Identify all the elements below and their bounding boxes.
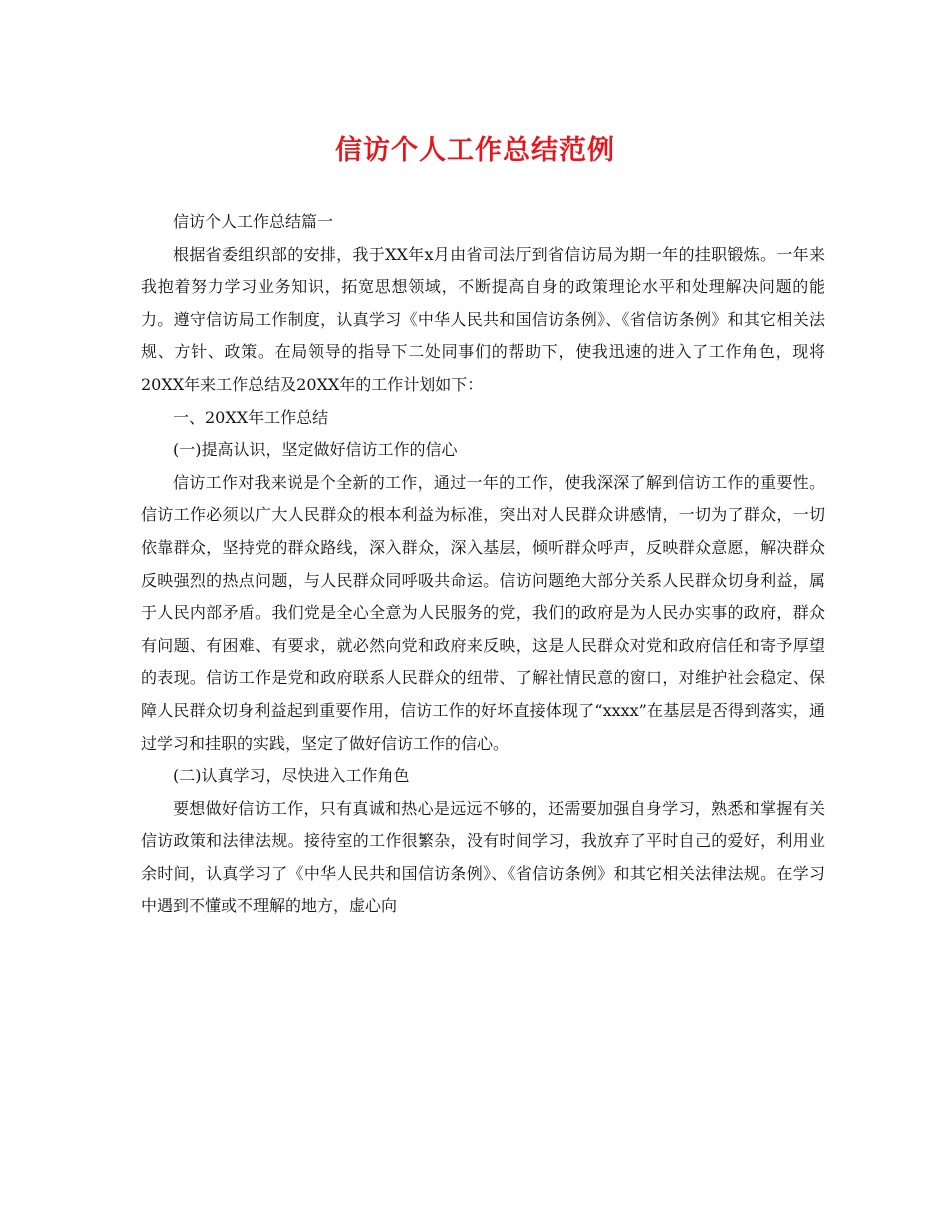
body-paragraph: 根据省委组织部的安排，我于XX年x月由省司法厅到省信访局为期一年的挂职锻炼。一年来我抱着努力学习业务知识，拓宽思想领域，不断提高自身的政策理论水平和处理解决问题的能力。遵守信访局工作制度，认真学习《中华人民共和国信访条例》、《省信访条例》和其它相关法规、方针、政策。在局领导的指导下二处同事们的帮助下，使我迅速的进入了工作角色，现将20XX年来工作总结及20XX年的工作计划如下：: [141, 244, 825, 394]
section-heading: 信访个人工作总结篇一: [173, 212, 334, 231]
body-paragraph: 信访工作对我来说是个全新的工作，通过一年的工作，使我深深了解到信访工作的重要性。信访工作必须以广大人民群众的根本利益为标准，突出对人民群众讲感情，一切为了群众，一切依靠群众，坚持党的群众路线，深入群众，深入基层，倾听群众呼声，反映群众意愿，解决群众反映强烈的热点问题，与人民群众同呼吸共命运。信访问题绝大部分关系人民群众切身利益，属于人民内部矛盾。我们党是全心全意为人民服务的党，我们的政府是为人民办实事的政府，群众有问题、有困难、有要求，就必然向党和政府来反映，这是人民群众对党和政府信任和寄予厚望的表现。信访工作是党和政府联系人民群众的纽带、了解社情民意的窗口，对维护社会稳定、保障人民群众切身利益起到重要作用，信访工作的好坏直接体现了“xxxx”在基层是否得到落实，通过学习和挂职的实践，坚定了做好信访工作的信心。: [141, 472, 825, 753]
document-title: 信访个人工作总结范例: [335, 135, 615, 166]
subsection-heading: (二)认真学习，尽快进入工作角色: [173, 766, 410, 786]
section-heading: 一、20XX年工作总结: [173, 407, 329, 427]
subsection-heading: (一)提高认识，坚定做好信访工作的信心: [173, 440, 458, 460]
document-body: [141, 206, 825, 923]
body-paragraph: 要想做好信访工作，只有真诚和热心是远远不够的，还需要加强自身学习，熟悉和掌握有关信访政策和法律法规。接待室的工作很繁杂，没有时间学习，我放弃了平时自己的爱好，利用业余时间，认真学习了《中华人民共和国信访条例》、《省信访条例》和其它相关法律法规。在学习中遇到不懂或不理解的地方，虚心向: [141, 798, 825, 916]
